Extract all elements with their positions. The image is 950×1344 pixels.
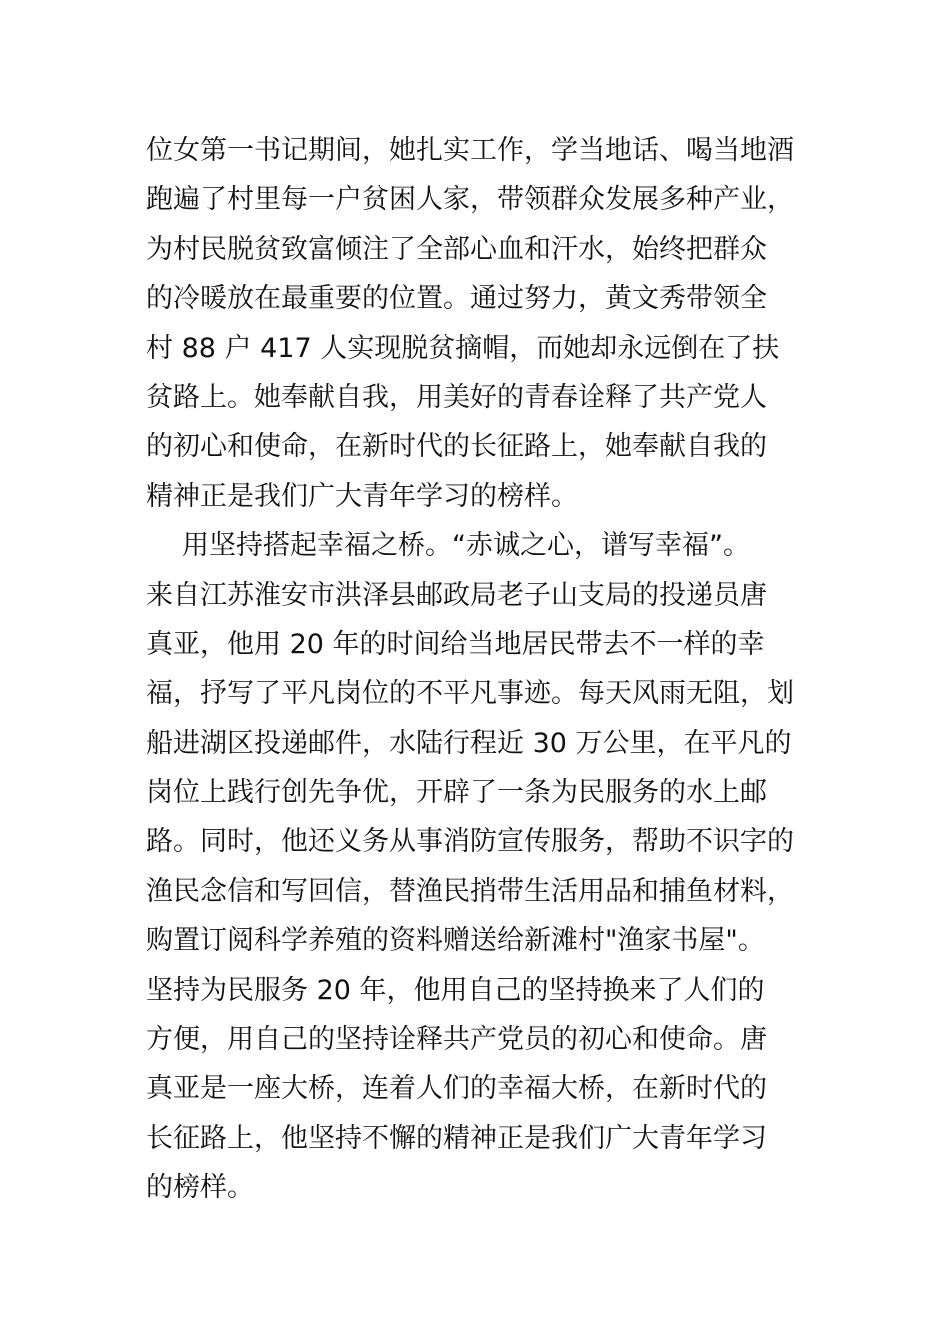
text-line: 跑遍了村里每一户贫困人家，带领群众发展多种产业，: [146, 184, 794, 216]
text-line: 购置订阅科学养殖的资料赠送给新滩村"渔家书屋"。: [146, 925, 765, 957]
text-line: 村 88 户 417 人实现脱贫摘帽，而她却永远倒在了扶: [146, 332, 780, 364]
text-line: 位女第一书记期间，她扎实工作，学当地话、喝当地酒: [146, 135, 794, 166]
text-line: 真亚是一座大桥，连着人们的幸福大桥，在新时代的: [146, 1073, 767, 1105]
text-line: 为村民脱贫致富倾注了全部心血和汗水，始终把群众: [146, 233, 767, 265]
text-line: 方便，用自己的坚持诠释共产党员的初心和使命。唐: [146, 1024, 767, 1056]
text-line-indented: 用坚持搭起幸福之桥。“赤诚之心，谱写幸福”。: [182, 530, 750, 562]
text-line: 精神正是我们广大青年学习的榜样。: [146, 480, 578, 512]
text-line: 的榜样。: [146, 1172, 254, 1204]
text-line: 长征路上，他坚持不懈的精神正是我们广大青年学习: [146, 1122, 767, 1154]
text-line: 贫路上。她奉献自我，用美好的青春诠释了共产党人: [146, 381, 767, 413]
body-text: [146, 126, 826, 1213]
text-line: 岗位上践行创先争优，开辟了一条为民服务的水上邮: [146, 777, 767, 809]
paragraph-huang-wenxiu: [146, 126, 826, 521]
text-line: 来自江苏淮安市洪泽县邮政局老子山支局的投递员唐: [146, 579, 767, 611]
text-line: 渔民念信和写回信，替渔民捎带生活用品和捕鱼材料，: [146, 875, 794, 907]
paragraph-tang-zhenya: [146, 521, 826, 1212]
text-line: 的初心和使命，在新时代的长征路上，她奉献自我的: [146, 431, 767, 463]
text-line: 船进湖区投递邮件，水陆行程近 30 万公里，在平凡的: [146, 727, 792, 759]
text-line: 真亚，他用 20 年的时间给当地居民带去不一样的幸: [146, 628, 765, 660]
text-line: 福，抒写了平凡岗位的不平凡事迹。每天风雨无阻，划: [146, 678, 794, 710]
text-line: 路。同时，他还义务从事消防宣传服务，帮助不识字的: [146, 826, 794, 858]
text-line: 的冷暖放在最重要的位置。通过努力，黄文秀带领全: [146, 283, 767, 315]
text-line: 坚持为民服务 20 年，他用自己的坚持换来了人们的: [146, 974, 765, 1006]
